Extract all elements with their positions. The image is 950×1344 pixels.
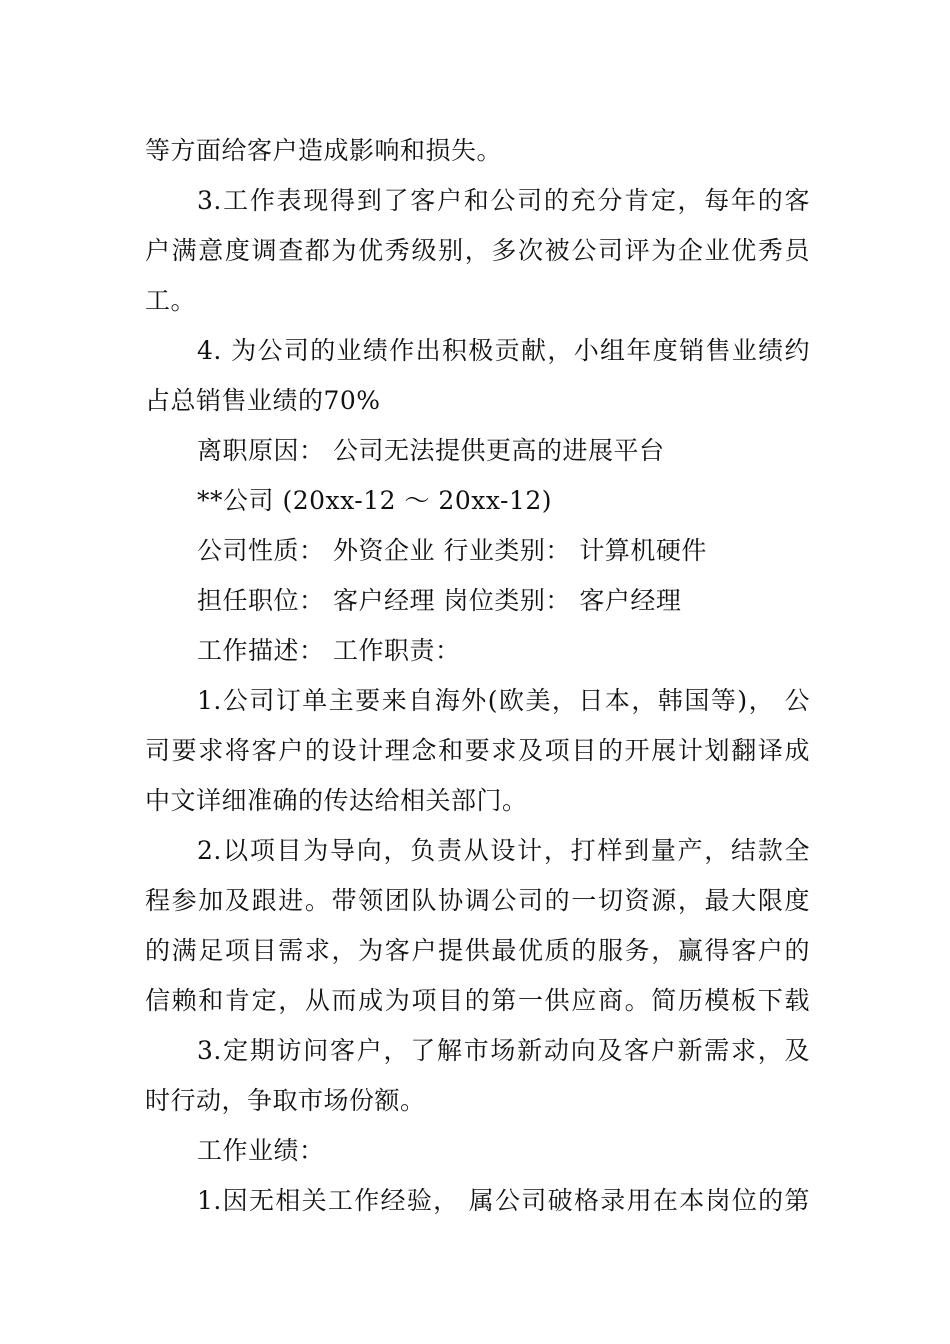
text-line: 公司性质： 外资企业 行业类别： 计算机硬件 bbox=[197, 536, 707, 565]
text-line: 3.定期访问客户，了解市场新动向及客户新需求，及 bbox=[197, 1036, 810, 1065]
text-line: 担任职位： 客户经理 岗位类别： 客户经理 bbox=[197, 586, 682, 615]
text-line: 中文详细准确的传达给相关部门。 bbox=[145, 786, 528, 815]
text-line: 司要求将客户的设计理念和要求及项目的开展计划翻译成 bbox=[145, 736, 810, 765]
text-line: 程参加及跟进。带领团队协调公司的一切资源，最大限度 bbox=[145, 886, 810, 915]
text-line: 离职原因： 公司无法提供更高的进展平台 bbox=[197, 436, 665, 465]
text-line: 户满意度调查都为优秀级别，多次被公司评为企业优秀员 bbox=[145, 236, 810, 265]
text-line: 工作描述： 工作职责： bbox=[197, 636, 461, 665]
text-line: 信赖和肯定，从而成为项目的第一供应商。简历模板下载 bbox=[145, 986, 810, 1015]
document-body bbox=[145, 126, 810, 1226]
text-line: 占总销售业绩的70% bbox=[145, 386, 381, 415]
text-line: 等方面给客户造成影响和损失。 bbox=[145, 136, 503, 165]
text-line: 1.因无相关工作经验， 属公司破格录用在本岗位的第 bbox=[197, 1186, 810, 1215]
text-line: 4. 为公司的业绩作出积极贡献，小组年度销售业绩约 bbox=[197, 336, 810, 365]
text-line: 时行动，争取市场份额。 bbox=[145, 1086, 426, 1115]
text-line: 2.以项目为导向，负责从设计，打样到量产，结款全 bbox=[197, 836, 810, 865]
text-line: 工作业绩： bbox=[197, 1136, 325, 1165]
text-line: 工。 bbox=[145, 286, 197, 315]
text-line: 的满足项目需求，为客户提供最优质的服务，赢得客户的 bbox=[145, 936, 810, 965]
text-line: **公司 (20xx-12 ～ 20xx-12) bbox=[197, 486, 553, 515]
text-line: 3.工作表现得到了客户和公司的充分肯定，每年的客 bbox=[197, 186, 810, 215]
text-line: 1.公司订单主要来自海外(欧美，日本，韩国等)， 公 bbox=[197, 686, 810, 715]
